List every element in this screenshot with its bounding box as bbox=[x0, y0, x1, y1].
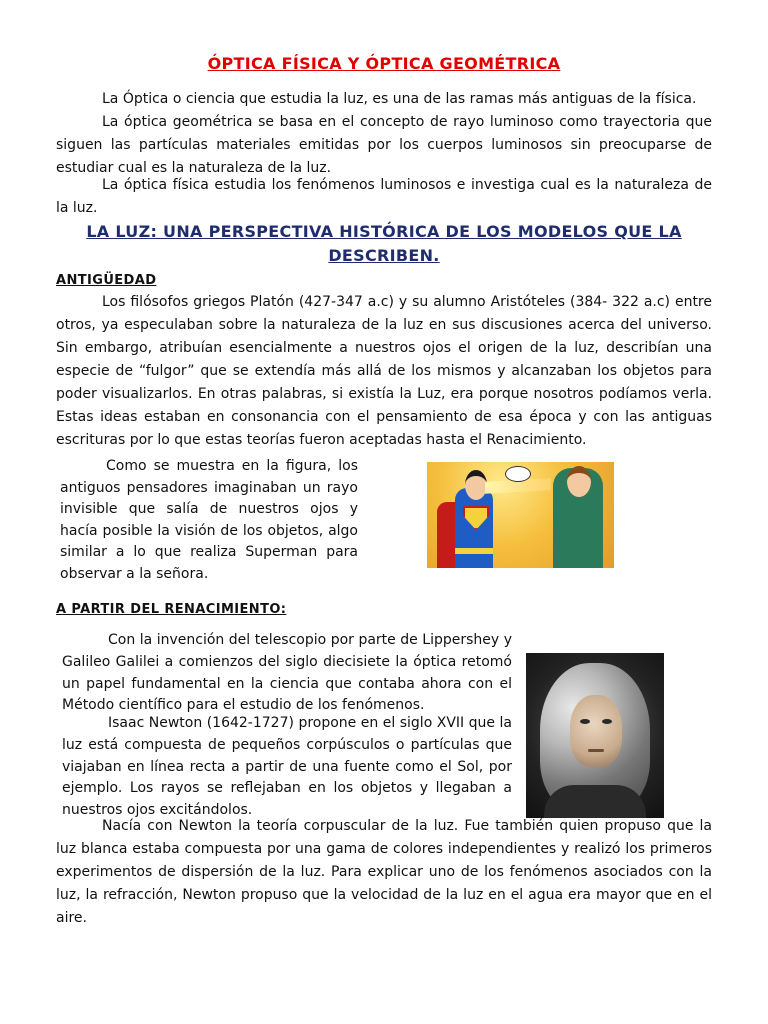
document-title: ÓPTICA FÍSICA Y ÓPTICA GEOMÉTRICA bbox=[207, 54, 561, 73]
intro-paragraph-1: La Óptica o ciencia que estudia la luz, es una de las ramas más antiguas de la física. bbox=[102, 91, 697, 107]
newton-portrait bbox=[526, 653, 664, 818]
heading-antiguedad: ANTIGÜEDAD bbox=[56, 273, 157, 288]
antiguedad-paragraph: Los filósofos griegos Platón (427-347 a.c) y su alumno Aristóteles (384- 322 a.c) entre otros, ya especulaban sobre la naturaleza de la luz en sus discusiones acerca del universo. Sin embargo, atribuían esencialmente a nuestros ojos el origen de la luz, describían una especie de “fulgor” que se extendía más allá de los mismos y alcanzaban los objetos para poder visualizarlos. En otras palabras, si existía la Luz, era porque nosotros podíamos verla. Estas ideas estaban en consonancia con el pensamiento de esa época y con las antiguas escrituras por lo que estas teorías fueron aceptadas hasta el Renacimiento. bbox=[56, 294, 712, 448]
intro-paragraph-2: La óptica geométrica se basa en el concepto de rayo luminoso como trayectoria que siguen las partículas materiales emitidas por los cuerpos luminosos sin preocuparse de estudiar cual es la naturaleza de la luz. bbox=[56, 114, 712, 176]
renacimiento-paragraph-2: Isaac Newton (1642-1727) propone en el siglo XVII que la luz está compuesta de pequeños corpúsculos o partículas que viajaban en línea recta a partir de una fuente como el Sol, por ejemplo. Los rayos se reflejaban en los objetos y llegaban a nuestros ojos excitándolos. bbox=[62, 715, 512, 819]
section-heading-history: LA LUZ: UNA PERSPECTIVA HISTÓRICA DE LOS MODELOS QUE LA DESCRIBEN. bbox=[86, 222, 682, 265]
renacimiento-paragraph-3: Nacía con Newton la teoría corpuscular de la luz. Fue también quien propuso que la luz blanca estaba compuesta por una gama de colores independientes y realizó los primeros experimentos de dispersión de la luz. Para explicar uno de los fenómenos asociados con la luz, la refracción, Newton propuso que la velocidad de la luz en el agua era mayor que en el aire. bbox=[56, 818, 712, 926]
renacimiento-paragraph-1: Con la invención del telescopio por parte de Lippershey y Galileo Galilei a comienzos del siglo diecisiete la óptica retomó un papel fundamental en la ciencia que contaba ahora con el Método científico para el estudio de los fenómenos. bbox=[62, 632, 512, 714]
figure-caption-text: Como se muestra en la figura, los antiguos pensadores imaginaban un rayo invisible que salía de nuestros ojos y hacía posible la visión de los objetos, algo similar a lo que realiza Superman para observar a la señora. bbox=[60, 458, 358, 582]
intro-paragraph-3: La óptica física estudia los fenómenos luminosos e investiga cual es la naturaleza de la luz. bbox=[56, 177, 712, 216]
heading-renacimiento: A PARTIR DEL RENACIMIENTO: bbox=[56, 602, 287, 617]
superman-illustration bbox=[427, 462, 614, 568]
